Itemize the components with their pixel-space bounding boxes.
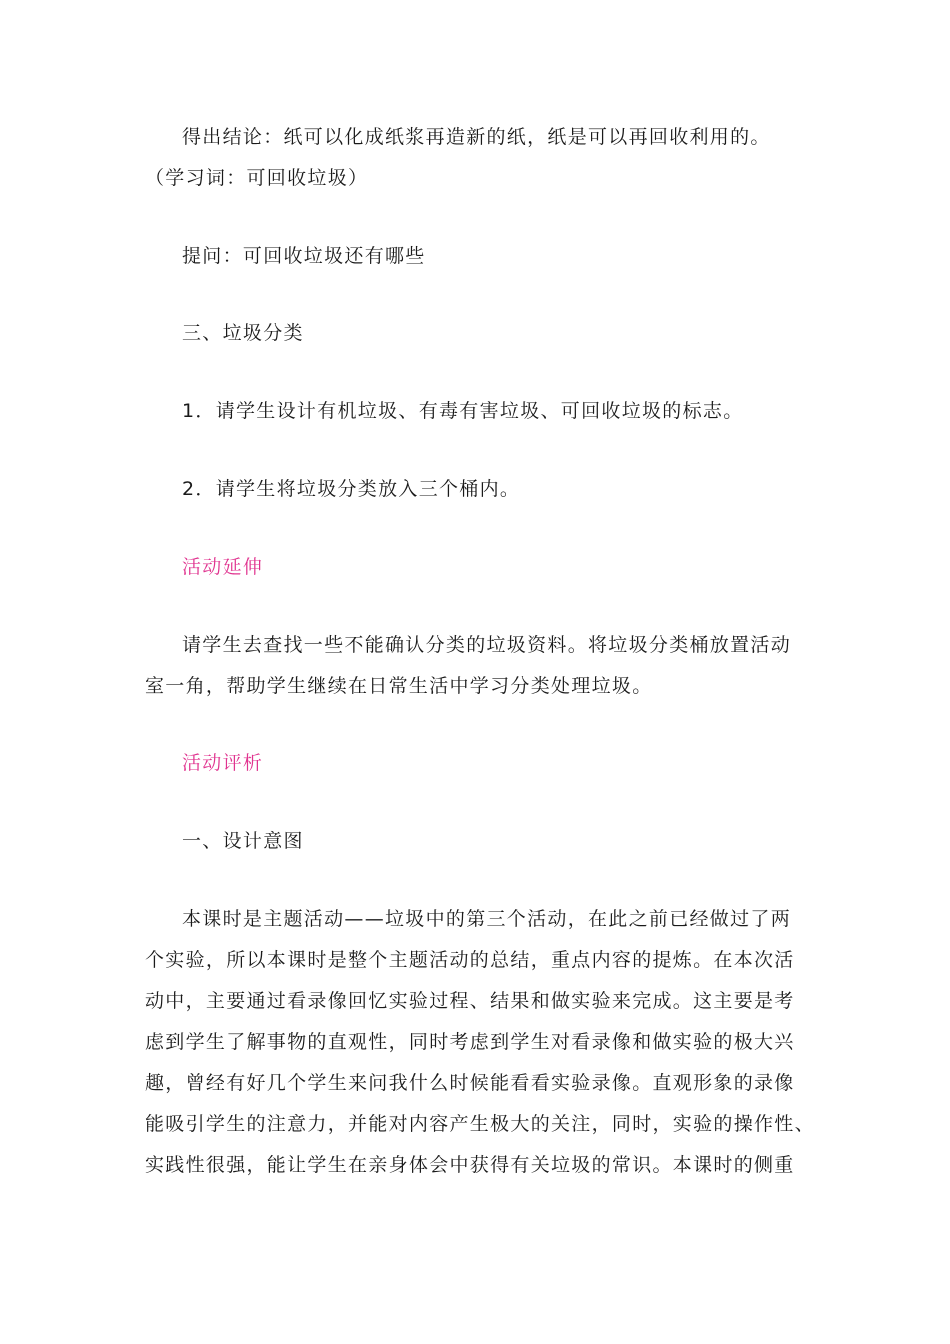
list-item-1: 1．请学生设计有机垃圾、有毒有害垃圾、可回收垃圾的标志。: [182, 400, 744, 422]
section-3-heading: 三、垃圾分类: [182, 322, 304, 344]
list-item-2: 2．请学生将垃圾分类放入三个桶内。: [182, 478, 521, 500]
extension-line-2: 室一角，帮助学生继续在日常生活中学习分类处理垃圾。: [145, 675, 653, 697]
design-paragraph-line-4: 虑到学生了解事物的直观性，同时考虑到学生对看录像和做实验的极大兴: [145, 1031, 795, 1053]
design-paragraph-line-1: 本课时是主题活动——垃圾中的第三个活动，在此之前已经做过了两: [182, 908, 792, 930]
analysis-heading: 活动评析: [182, 752, 264, 774]
design-paragraph-line-2: 个实验，所以本课时是整个主题活动的总结，重点内容的提炼。在本次活: [145, 949, 795, 971]
extension-heading: 活动延伸: [182, 556, 264, 578]
conclusion-line-1: 得出结论：纸可以化成纸浆再造新的纸，纸是可以再回收利用的。: [182, 126, 771, 148]
question-text: 提问：可回收垃圾还有哪些: [182, 245, 426, 267]
design-paragraph-line-5: 趣，曾经有好几个学生来问我什么时候能看看实验录像。直观形象的录像: [145, 1072, 795, 1094]
design-paragraph-line-6: 能吸引学生的注意力，并能对内容产生极大的关注，同时，实验的操作性、: [145, 1113, 815, 1135]
extension-line-1: 请学生去查找一些不能确认分类的垃圾资料。将垃圾分类桶放置活动: [182, 634, 792, 656]
design-paragraph-line-3: 动中，主要通过看录像回忆实验过程、结果和做实验来完成。这主要是考: [145, 990, 795, 1012]
design-paragraph-line-7: 实践性很强，能让学生在亲身体会中获得有关垃圾的常识。本课时的侧重: [145, 1154, 795, 1176]
conclusion-line-2: （学习词：可回收垃圾）: [145, 167, 369, 189]
design-heading: 一、设计意图: [182, 830, 304, 852]
